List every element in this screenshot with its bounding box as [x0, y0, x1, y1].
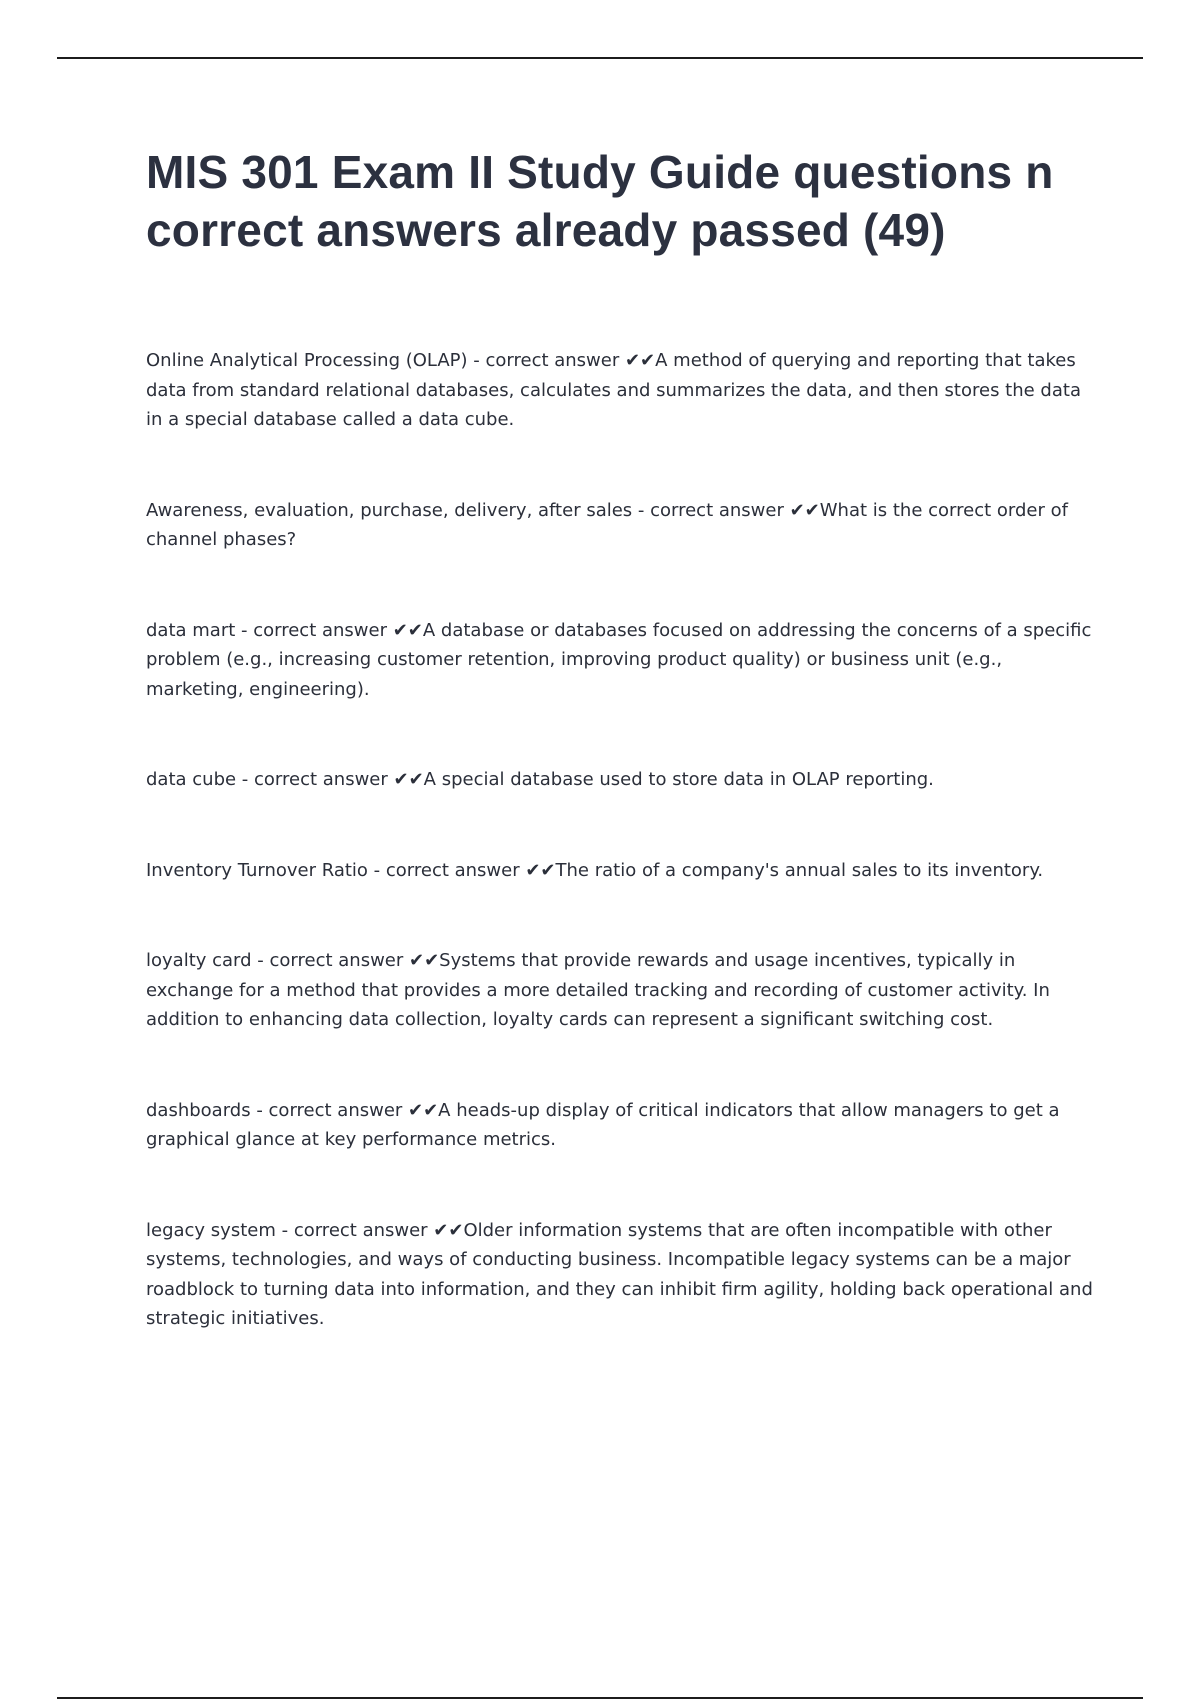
qa-entry-data-mart: data mart - correct answer ✔✔A database or databases focused on addressing the concerns of a specific problem (e.g., increasing customer retention, improving product quality) or business unit (e.g., marketing, engineering). — [146, 619, 1092, 700]
qa-entry-data-cube: data cube - correct answer ✔✔A special database used to store data in OLAP reporting. — [146, 769, 934, 790]
qa-entry-olap: Online Analytical Processing (OLAP) - correct answer ✔✔A method of querying and reporting that takes data from standard relational databases, calculates and summarizes the data, and then stores the data in a special database called a data cube. — [146, 350, 1081, 430]
bottom-rule — [57, 1697, 1143, 1699]
qa-entry-inventory-turnover: Inventory Turnover Ratio - correct answer ✔✔The ratio of a company's annual sales to its inventory. — [146, 859, 1044, 881]
qa-entry-dashboards: dashboards - correct answer ✔✔A heads-up display of critical indicators that allow managers to get a graphical glance at key performance metrics. — [146, 1099, 1060, 1150]
qa-entry-channel-phases: Awareness, evaluation, purchase, delivery, after sales - correct answer ✔✔What is the correct order of channel phases? — [146, 499, 1068, 550]
qa-entry-loyalty-card: loyalty card - correct answer ✔✔Systems that provide rewards and usage incentives, typically in exchange for a method that provides a more detailed tracking and recording of customer activity. In addition to enhancing data collection, loyalty cards can represent a significant switching cost. — [146, 950, 1050, 1030]
top-rule — [57, 57, 1143, 59]
qa-entry-legacy-system: legacy system - correct answer ✔✔Older information systems that are often incompatible with other systems, technologies, and ways of conducting business. Incompatible legacy systems can be a major roadblock to turning data into information, and they can inhibit firm agility, holding back operational and strategic initiatives. — [146, 1219, 1093, 1329]
qa-list — [146, 346, 1096, 1334]
document-title: MIS 301 Exam II Study Guide questions n correct answers already passed (49) — [146, 146, 1054, 256]
